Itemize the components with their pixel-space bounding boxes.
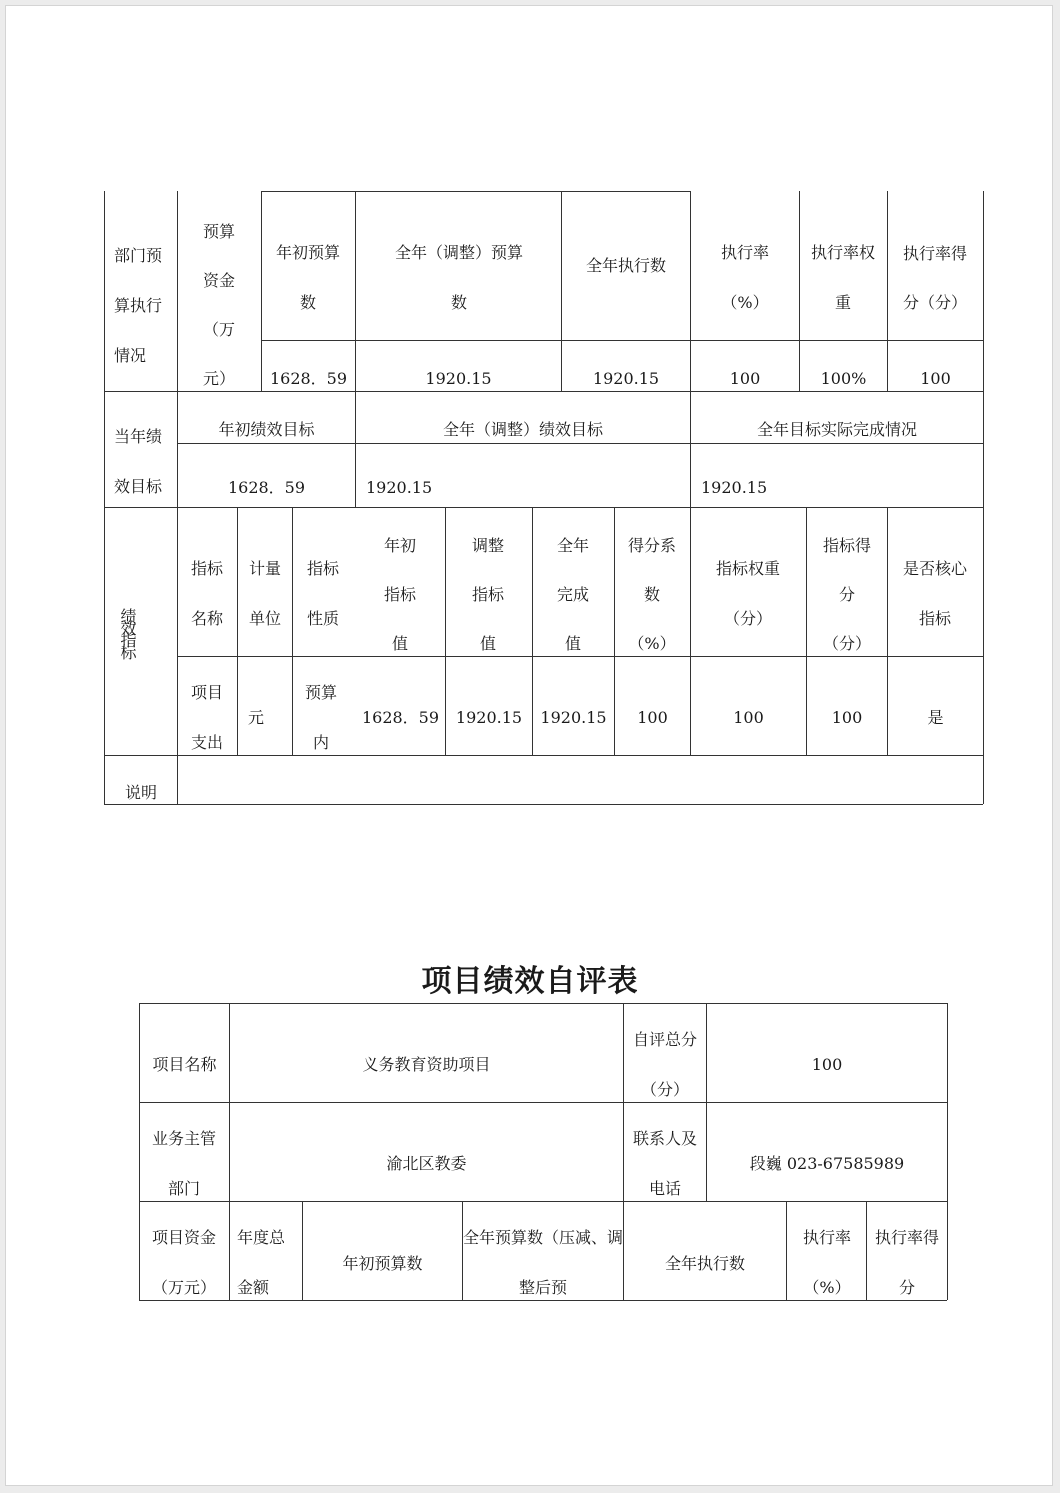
exec-rate-value: 100 <box>729 368 761 388</box>
form-title: 项目绩效自评表 <box>421 964 639 999</box>
completion-header: 全年完成值 <box>556 535 589 653</box>
core-indicator-value: 是 <box>927 707 944 727</box>
executed-value: 1920.15 <box>592 368 660 388</box>
actual-completion-header: 全年目标实际完成情况 <box>756 419 917 439</box>
supervising-dept-label: 业务主管部门 <box>151 1129 216 1198</box>
dept-budget-label: 部门预算执行情况 <box>114 246 163 365</box>
exec-rate-score-header: 执行率得分 <box>875 1228 940 1297</box>
adjusted-indicator-header: 调整指标值 <box>471 535 504 653</box>
full-budget-header: 全年预算数（压减、调整后预 <box>463 1228 623 1297</box>
indicator-name-header: 指标名称 <box>190 559 223 628</box>
project-name-label: 项目名称 <box>152 1054 217 1074</box>
score-coef-header: 得分系数（%） <box>627 535 676 653</box>
exec-rate-header: 执行率（%） <box>720 243 769 312</box>
indicator-weight-value: 100 <box>733 707 764 727</box>
initial-budget-value: 1628．59 <box>269 368 348 388</box>
indicator-score-value: 100 <box>831 707 863 727</box>
contact-label: 联系人及电话 <box>633 1129 698 1198</box>
nature-value: 预算内 <box>304 683 337 752</box>
initial-budget-header-2: 年初预算数 <box>342 1253 423 1273</box>
initial-indicator-value: 1628．59 <box>361 707 440 727</box>
core-indicator-header: 是否核心指标 <box>902 559 967 628</box>
self-score-label: 自评总分（分） <box>632 1030 697 1099</box>
initial-target-value: 1628．59 <box>227 477 306 497</box>
indicator-name-value: 项目支出 <box>190 683 223 752</box>
completion-value: 1920.15 <box>540 707 607 727</box>
initial-budget-header: 年初预算数 <box>275 243 340 312</box>
contact-value: 段巍 023-67585989 <box>749 1153 905 1173</box>
exec-score-header: 执行率得分（分） <box>903 244 968 312</box>
indicator-weight-header: 指标权重（分） <box>715 559 780 628</box>
annual-target-label: 当年绩效目标 <box>114 427 163 496</box>
self-score-value: 100 <box>811 1054 843 1074</box>
exec-weight-value: 100% <box>820 368 867 388</box>
project-name: 义务教育资助项目 <box>362 1054 491 1074</box>
unit-header: 计量单位 <box>248 559 281 628</box>
exec-rate-header-2: 执行率（%） <box>802 1228 851 1297</box>
adjusted-target-value: 1920.15 <box>366 477 433 497</box>
actual-completion-value: 1920.15 <box>701 477 768 497</box>
remarks-label: 说明 <box>124 782 157 802</box>
executed-header: 全年执行数 <box>585 255 666 275</box>
indicator-score-header: 指标得分（分） <box>822 535 871 653</box>
initial-indicator-header: 年初指标值 <box>383 535 416 653</box>
adjusted-indicator-value: 1920.15 <box>455 707 523 727</box>
nature-header: 指标性质 <box>306 559 339 628</box>
adjusted-budget-value: 1920.15 <box>425 368 492 388</box>
unit-value: 元 <box>248 707 265 727</box>
budget-funds-label: 预算资金（万元） <box>202 222 235 388</box>
exec-weight-header: 执行率权重 <box>811 243 876 312</box>
score-coef-value: 100 <box>637 707 668 727</box>
project-funds-label: 项目资金（万元） <box>151 1228 216 1297</box>
indicator-label: 绩效指标 <box>118 608 137 656</box>
supervising-dept: 渝北区教委 <box>386 1153 467 1173</box>
adjusted-budget-header: 全年（调整）预算数 <box>395 243 524 312</box>
executed-header-2: 全年执行数 <box>664 1253 745 1273</box>
annual-total-header: 年度总金额 <box>237 1228 286 1297</box>
adjusted-target-header: 全年（调整）绩效目标 <box>442 419 603 439</box>
initial-target-header: 年初绩效目标 <box>218 419 315 439</box>
exec-score-value: 100 <box>920 368 951 388</box>
